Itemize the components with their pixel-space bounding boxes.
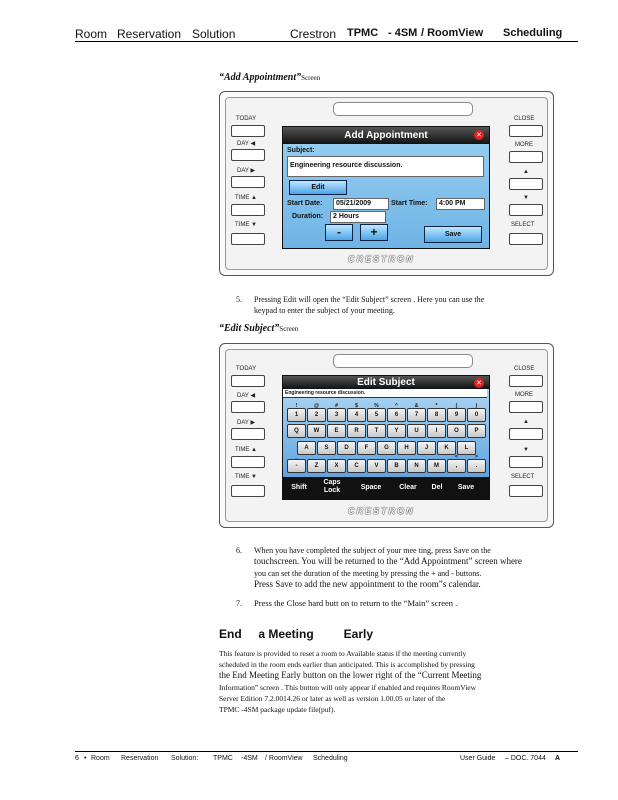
header-scheduling: Scheduling xyxy=(503,27,563,39)
key-m[interactable]: M xyxy=(427,459,446,473)
key-5[interactable]: 5 % xyxy=(367,408,386,422)
day-next-button[interactable] xyxy=(231,176,265,188)
step-5-number: 5. xyxy=(236,295,242,304)
section-heading: End a Meeting Early xyxy=(219,627,374,641)
key-7[interactable]: 7 & xyxy=(407,408,426,422)
page-header xyxy=(75,27,578,42)
day-next-button[interactable] xyxy=(231,428,265,440)
key-u[interactable]: U xyxy=(407,424,426,438)
section-line-3: the End Meeting Early button on the lower right of the “Current Meeting xyxy=(219,670,482,680)
del-key[interactable]: Del xyxy=(431,484,443,491)
header-model: - 4SM xyxy=(388,27,418,39)
header-solution: Solution xyxy=(192,27,236,41)
key-n[interactable]: N xyxy=(407,459,426,473)
side-label-up: ▲ xyxy=(523,419,529,425)
panel-top-slot xyxy=(333,102,473,116)
caps-lock-key[interactable]: Caps Lock xyxy=(323,479,341,494)
key-a[interactable]: A xyxy=(297,441,316,455)
footer-page-number: 6 xyxy=(75,755,79,762)
footer-room: Room xyxy=(91,755,110,762)
day-prev-button[interactable] xyxy=(231,149,265,161)
start-date-label: Start Date: xyxy=(287,200,323,207)
footer-separator: • xyxy=(84,755,87,762)
key-x[interactable]: X xyxy=(327,459,346,473)
caption-add-appointment: “Add Appointment”Screen xyxy=(219,72,321,83)
up-button[interactable] xyxy=(509,178,543,190)
side-label-select: SELECT xyxy=(511,474,535,480)
start-date-field[interactable]: 05/21/2009 xyxy=(333,198,389,210)
clear-key[interactable]: Clear xyxy=(399,484,417,491)
side-label-time-down: TIME ▼ xyxy=(235,222,257,228)
crestron-logo: CRESTRON xyxy=(348,506,415,516)
time-down-button[interactable] xyxy=(231,233,265,245)
screen-title: Add Appointment xyxy=(283,127,489,144)
key-d[interactable]: D xyxy=(337,441,356,455)
key-z[interactable]: Z xyxy=(307,459,326,473)
side-label-today: TODAY xyxy=(236,366,257,372)
down-button[interactable] xyxy=(509,204,543,216)
side-label-up: ▲ xyxy=(523,169,529,175)
time-up-button[interactable] xyxy=(231,204,265,216)
footer-guide: User Guide xyxy=(460,755,496,762)
header-roomview: / RoomView xyxy=(421,27,484,39)
section-line-4: Information” screen . This button will only appear if enabled and requires RoomView xyxy=(219,683,477,692)
header-tpmc: TPMC xyxy=(347,27,379,39)
close-button[interactable] xyxy=(509,125,543,137)
step-6-line-1: When you have completed the subject of your mee ting, press Save on the xyxy=(254,546,491,555)
touchpanel-edit-subject xyxy=(219,343,554,528)
key-v[interactable]: V xyxy=(367,459,386,473)
header-reservation: Reservation xyxy=(117,27,182,41)
step-7-line-1: Press the Close hard butt on to return to the “Main” screen . xyxy=(254,598,458,608)
screen-title: Edit Subject xyxy=(283,376,489,389)
side-label-day-next: DAY ▶ xyxy=(237,420,256,426)
space-key[interactable]: Space xyxy=(360,484,382,491)
more-button[interactable] xyxy=(509,151,543,163)
key-s[interactable]: S xyxy=(317,441,336,455)
key-6[interactable]: 6 ^ xyxy=(387,408,406,422)
crestron-logo: CRESTRON xyxy=(348,254,415,264)
key-e[interactable]: E xyxy=(327,424,346,438)
footer-model: -4SM xyxy=(241,755,258,762)
panel-top-slot xyxy=(333,354,473,368)
key-1[interactable]: 1 ! xyxy=(287,408,306,422)
key-f[interactable]: F xyxy=(357,441,376,455)
key-w[interactable]: W xyxy=(307,424,326,438)
plus-button[interactable]: + xyxy=(360,224,388,241)
day-prev-button[interactable] xyxy=(231,401,265,413)
key-p[interactable]: P xyxy=(467,424,486,438)
step-7-number: 7. xyxy=(236,599,242,608)
side-label-time-up: TIME ▲ xyxy=(235,447,257,453)
section-line-5: Server Edition 7.2.0014.26 or later as well as version 1.00.05 or later of the xyxy=(219,694,446,703)
key-period[interactable]: . > xyxy=(467,459,486,473)
select-button[interactable] xyxy=(509,485,543,497)
step-5-line-2: keypad to enter the subject of your meeting. xyxy=(254,306,395,315)
select-button[interactable] xyxy=(509,233,543,245)
key-q[interactable]: Q xyxy=(287,424,306,438)
key-h[interactable]: H xyxy=(397,441,416,455)
header-room: Room xyxy=(75,27,108,41)
key-r[interactable]: R xyxy=(347,424,366,438)
key-l[interactable]: L xyxy=(457,441,476,455)
section-line-6: TPMC -4SM package update file(puf). xyxy=(219,705,336,714)
side-label-more: MORE xyxy=(515,142,533,148)
footer-roomview: / RoomView xyxy=(265,755,303,762)
duration-field[interactable]: 2 Hours xyxy=(330,211,386,223)
key-8[interactable]: 8 * xyxy=(427,408,446,422)
side-label-day-next: DAY ▶ xyxy=(237,168,256,174)
side-label-close: CLOSE xyxy=(514,116,535,122)
key-k[interactable]: K xyxy=(437,441,456,455)
subject-text-field[interactable]: Engineering resource discussion. xyxy=(283,389,487,398)
side-label-day-prev: DAY ◀ xyxy=(237,393,256,399)
key-j[interactable]: J xyxy=(417,441,436,455)
footer-tpmc: TPMC xyxy=(213,755,233,762)
key-b[interactable]: B xyxy=(387,459,406,473)
close-icon[interactable]: ✕ xyxy=(474,378,484,388)
step-6-line-3: you can set the duration of the meeting by pressing the + and - buttons. xyxy=(254,569,482,578)
save-key[interactable]: Save xyxy=(457,484,475,491)
caption-edit-subject: “Edit Subject”Screen xyxy=(219,323,299,334)
key-2[interactable]: 2 @ xyxy=(307,408,326,422)
side-label-day-prev: DAY ◀ xyxy=(237,141,256,147)
close-icon[interactable]: ✕ xyxy=(474,130,484,140)
touchpanel-add-appointment xyxy=(219,91,554,276)
start-time-field[interactable]: 4:00 PM xyxy=(436,198,485,210)
section-line-1: This feature is provided to reset a room to Available status if the meeting currently xyxy=(219,649,467,658)
page-footer xyxy=(75,751,578,762)
step-6-line-2: touchscreen. You will be returned to the “Add Appointment” screen where xyxy=(254,556,522,566)
footer-scheduling: Scheduling xyxy=(313,755,348,762)
save-button[interactable]: Save xyxy=(424,226,482,243)
side-label-select: SELECT xyxy=(511,222,535,228)
minus-button[interactable]: - xyxy=(325,224,353,241)
time-down-button[interactable] xyxy=(231,485,265,497)
key-3[interactable]: 3 # xyxy=(327,408,346,422)
footer-doc: – DOC. 7044 xyxy=(505,755,546,762)
key-t[interactable]: T xyxy=(367,424,386,438)
side-label-time-down: TIME ▼ xyxy=(235,474,257,480)
duration-label: Duration: xyxy=(292,213,324,220)
key-c[interactable]: C xyxy=(347,459,366,473)
key-0[interactable]: 0 ) xyxy=(467,408,486,422)
today-button[interactable] xyxy=(231,375,265,387)
up-button[interactable] xyxy=(509,428,543,440)
side-label-close: CLOSE xyxy=(514,366,535,372)
step-5-line-1: Pressing Edit will open the “Edit Subject” screen . Here you can use the xyxy=(254,295,485,304)
side-label-down: ▼ xyxy=(523,195,529,201)
key-comma[interactable]: , < xyxy=(447,459,466,473)
start-time-label: Start Time: xyxy=(391,200,428,207)
more-button[interactable] xyxy=(509,401,543,413)
header-crestron: Crestron xyxy=(290,27,337,41)
footer-revision: A xyxy=(555,755,561,762)
subject-field[interactable]: Engineering resource discussion. xyxy=(287,156,484,177)
touchscreen-display xyxy=(282,126,490,249)
shift-key[interactable]: Shift xyxy=(291,484,307,491)
key-dash[interactable]: - _ xyxy=(287,459,306,473)
today-button[interactable] xyxy=(231,125,265,137)
key-i[interactable]: I xyxy=(427,424,446,438)
key-9[interactable]: 9 ( xyxy=(447,408,466,422)
section-line-2: scheduled in the room ends earlier than anticipated. This is accomplished by pressing xyxy=(219,660,475,669)
footer-reservation: Reservation xyxy=(121,755,159,762)
subject-label: Subject: xyxy=(287,147,315,154)
key-g[interactable]: G xyxy=(377,441,396,455)
footer-solution: Solution: xyxy=(171,755,199,762)
key-y[interactable]: Y xyxy=(387,424,406,438)
edit-button[interactable]: Edit xyxy=(289,180,347,195)
key-4[interactable]: 4 $ xyxy=(347,408,366,422)
step-6-number: 6. xyxy=(236,546,242,555)
close-button[interactable] xyxy=(509,375,543,387)
time-up-button[interactable] xyxy=(231,456,265,468)
key-o[interactable]: O xyxy=(447,424,466,438)
touchscreen-display xyxy=(282,375,490,500)
down-button[interactable] xyxy=(509,456,543,468)
side-label-down: ▼ xyxy=(523,447,529,453)
step-6-line-4: Press Save to add the new appointment to the room”s calendar. xyxy=(254,579,481,589)
side-label-today: TODAY xyxy=(236,116,257,122)
side-label-time-up: TIME ▲ xyxy=(235,195,257,201)
side-label-more: MORE xyxy=(515,392,533,398)
